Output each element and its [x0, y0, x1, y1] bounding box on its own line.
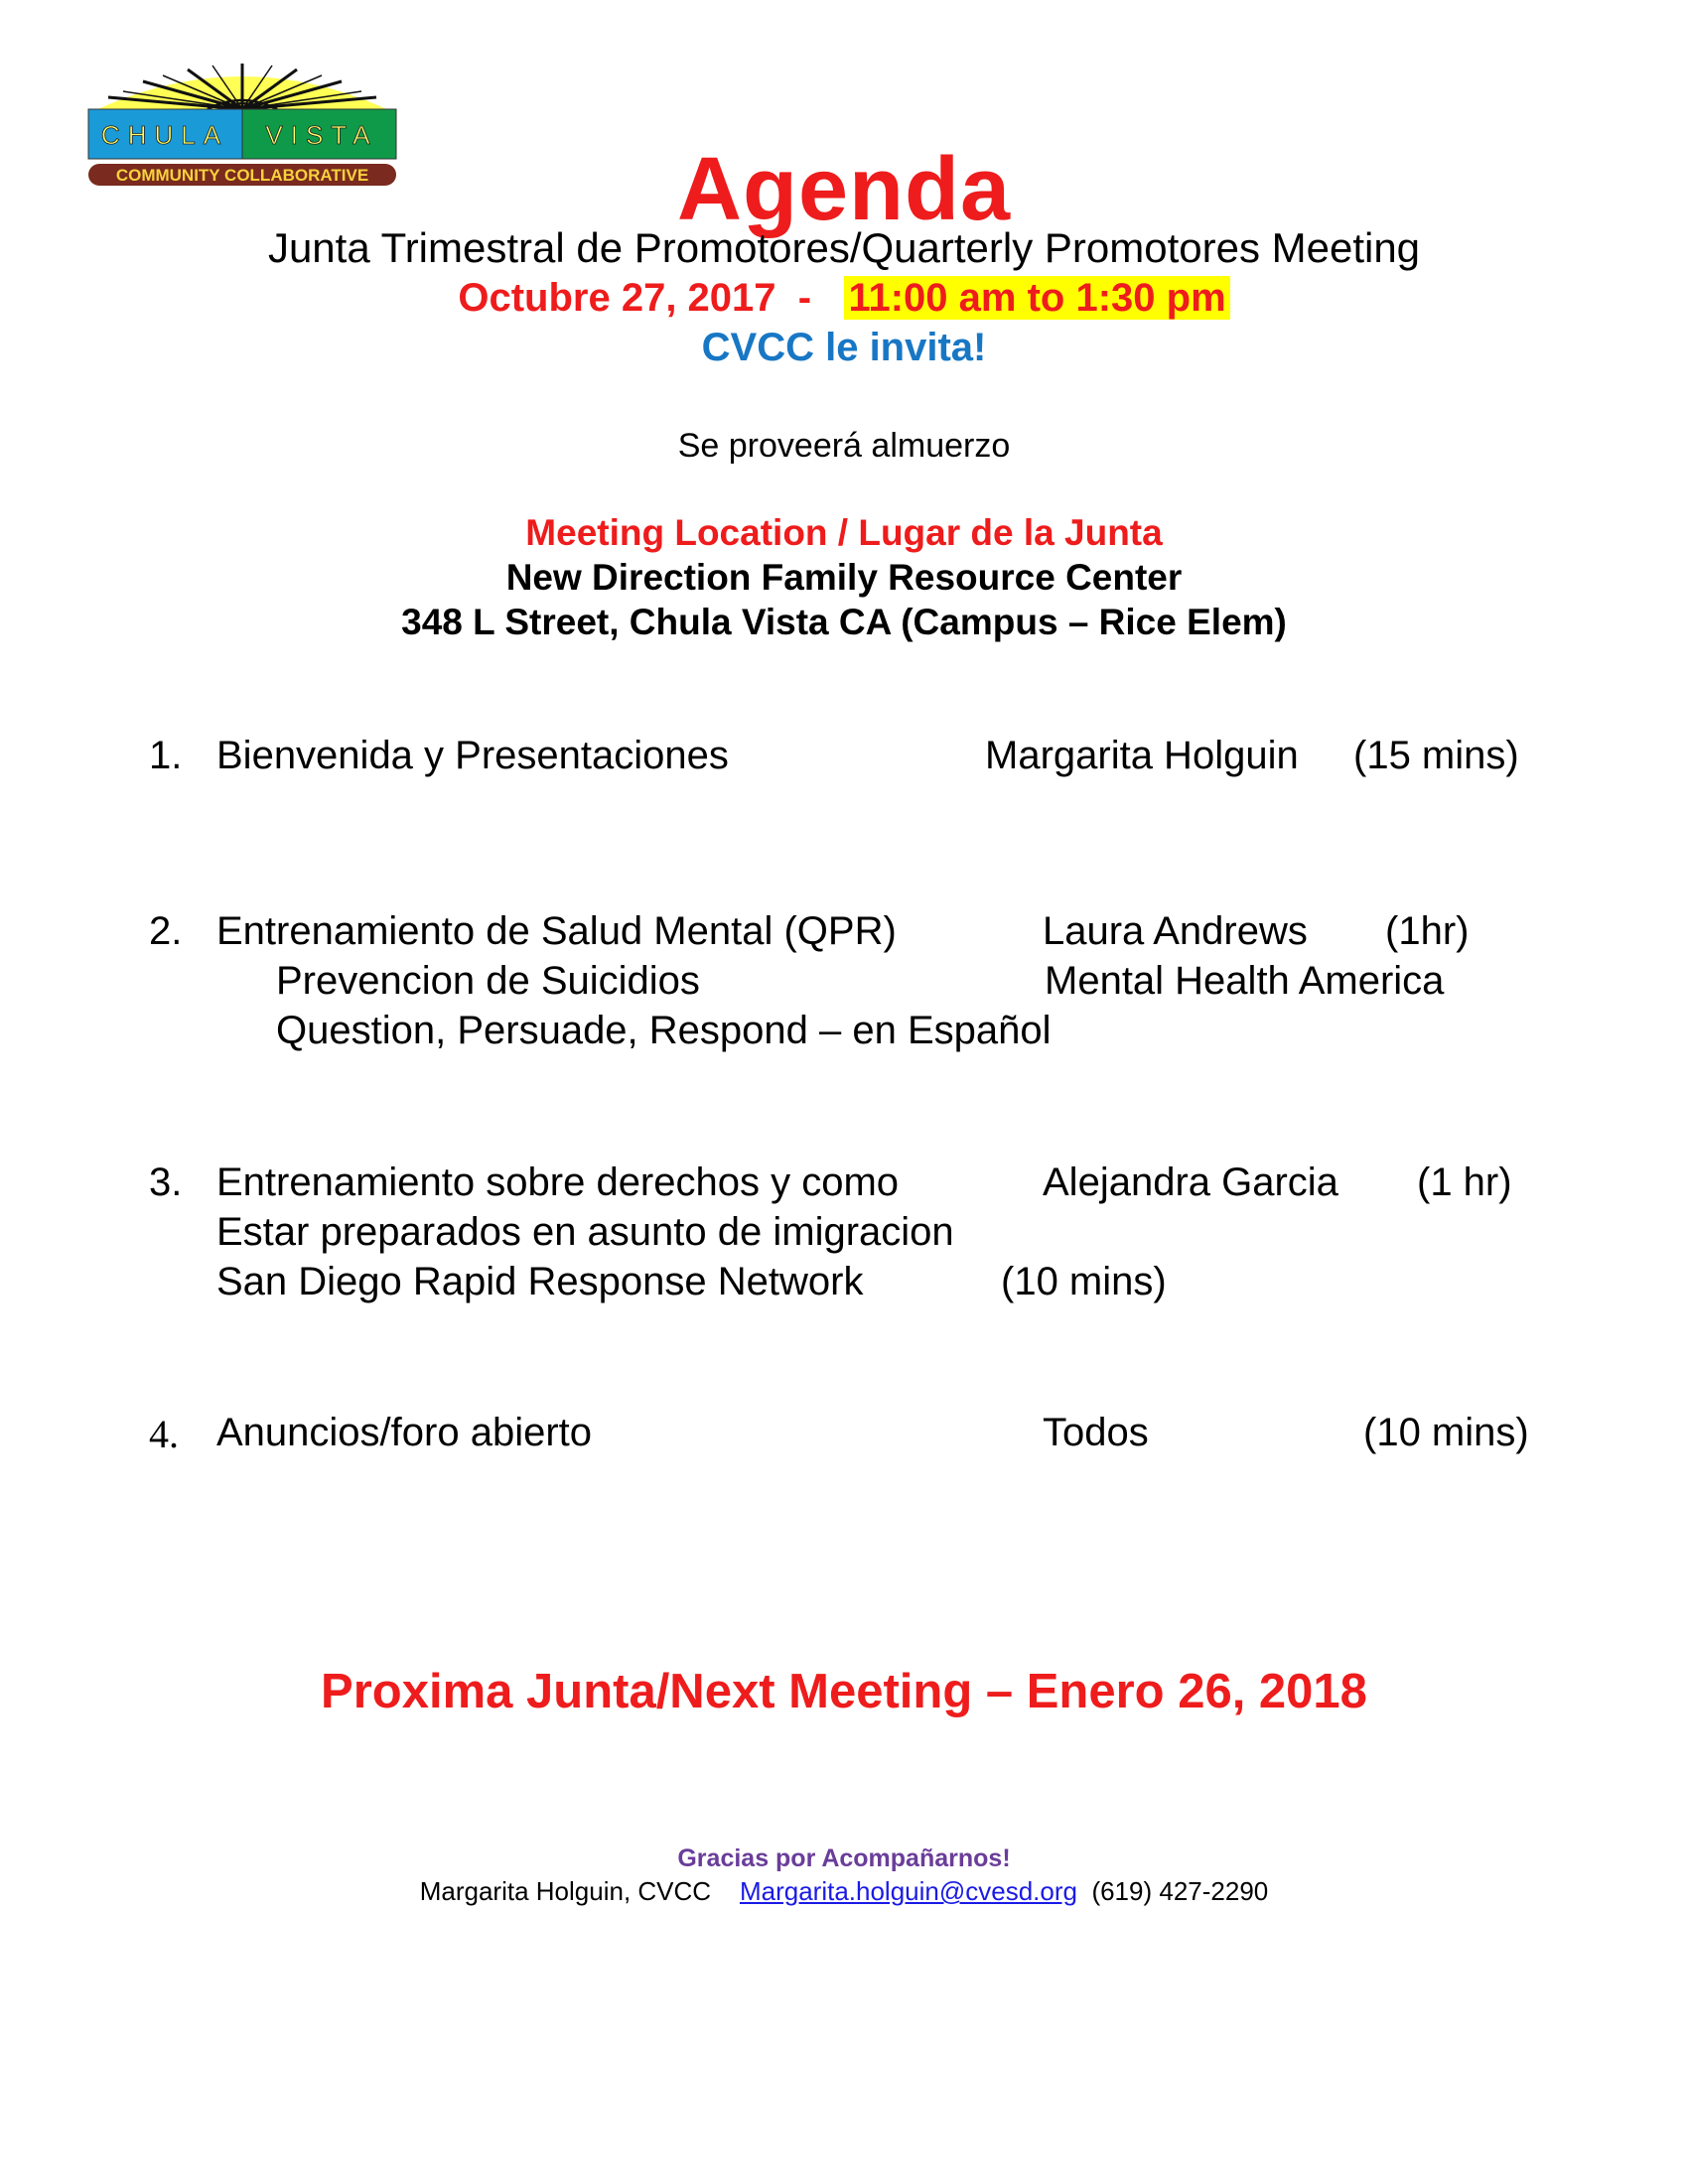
item-topic: Bienvenida y Presentaciones [216, 734, 729, 777]
item-presenter: Margarita Holguin [985, 734, 1299, 777]
item-topic: Anuncios/foro abierto [216, 1411, 593, 1454]
logo-tagline: COMMUNITY COLLABORATIVE [115, 166, 369, 185]
item-duration: (10 mins) [1001, 1260, 1167, 1303]
contact-line [0, 1876, 1688, 1907]
contact-phone: (619) 427-2290 [1091, 1876, 1269, 1906]
agenda-title: Agenda [676, 140, 1012, 239]
sun-rays-icon [108, 64, 376, 109]
item-presenter: Alejandra Garcia [1043, 1160, 1338, 1204]
meeting-time: 11:00 am to 1:30 pm [844, 276, 1229, 320]
item-number: 3. [149, 1160, 183, 1204]
item-topic-line: San Diego Rapid Response Network [216, 1260, 864, 1303]
item-number: 2. [149, 909, 183, 953]
location-name: New Direction Family Resource Center [505, 557, 1183, 598]
meeting-subtitle: Junta Trimestral de Promotores/Quarterly Promotores Meeting [267, 224, 1421, 271]
item-duration: (1hr) [1385, 909, 1470, 953]
location-heading: Meeting Location / Lugar de la Junta [525, 512, 1163, 553]
item-topic-line: Estar preparados en asunto de imigracion [216, 1210, 954, 1254]
item-topic: Entrenamiento sobre derechos y como [216, 1160, 900, 1204]
item-duration: (15 mins) [1353, 734, 1519, 777]
contact-name: Margarita Holguin, CVCC [419, 1876, 712, 1906]
next-meeting: Proxima Junta/Next Meeting – Enero 26, 2018 [321, 1665, 1367, 1718]
email-link[interactable]: Margarita.holguin@cvesd.org [739, 1876, 1077, 1906]
meeting-date: Octubre 27, 2017 [458, 276, 776, 320]
thanks-note: Gracias por Acompañarnos! [677, 1844, 1011, 1872]
item-organization: Mental Health America [1045, 959, 1445, 1003]
item-duration: (10 mins) [1363, 1411, 1529, 1454]
date-separator: - [797, 276, 812, 320]
item-number: 1. [149, 734, 183, 777]
item-topic: Entrenamiento de Salud Mental (QPR) [216, 909, 897, 953]
item-presenter: Todos [1043, 1411, 1149, 1454]
item-presenter: Laura Andrews [1043, 909, 1308, 953]
item-number: 4. [149, 1412, 179, 1456]
logo-word-chula: CHULA [100, 120, 229, 150]
logo-word-vista: VISTA [265, 120, 378, 150]
location-address: 348 L Street, Chula Vista CA (Campus – Rice Elem) [401, 602, 1287, 642]
lunch-note: Se proveerá almuerzo [677, 427, 1011, 465]
item-subtopic: Prevencion de Suicidios [276, 959, 700, 1003]
date-line [0, 276, 1688, 321]
item-duration: (1 hr) [1417, 1160, 1512, 1204]
item-subtopic: Question, Persuade, Respond – en Español [276, 1009, 1052, 1052]
invite-text: CVCC le invita! [701, 326, 987, 369]
